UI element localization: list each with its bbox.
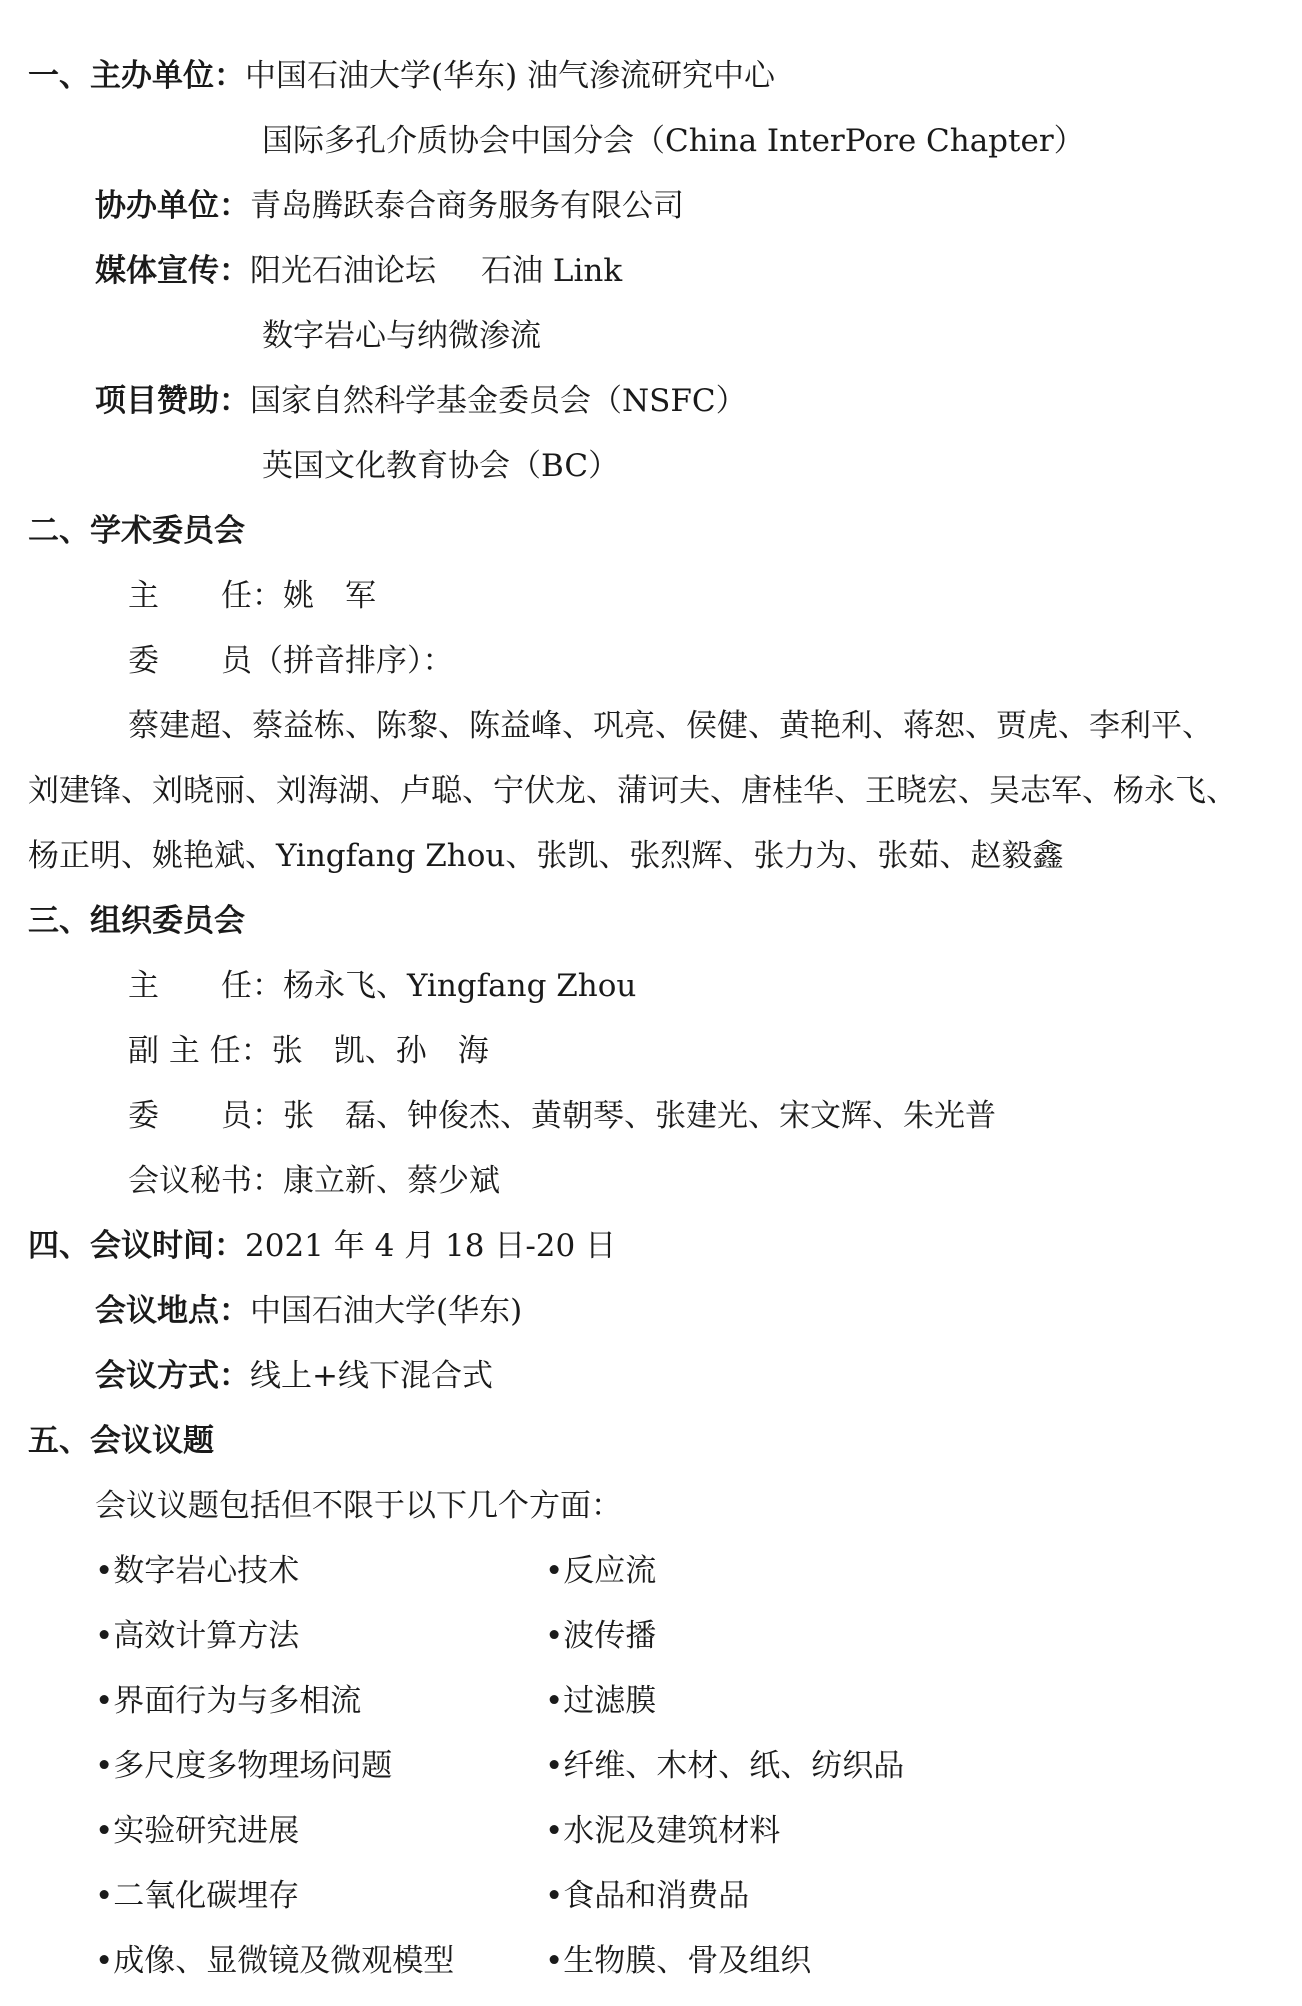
topic-item: •反应流	[545, 1553, 657, 1589]
topic-row	[0, 1551, 1302, 1616]
organizing-secretary: 会议秘书：康立新、蔡少斌	[128, 1163, 500, 1199]
topic-item: •数字岩心技术	[95, 1553, 300, 1589]
topic-item: •二氧化碳埋存	[95, 1878, 300, 1914]
topic-row	[0, 1876, 1302, 1941]
topic-item: •成像、显微镜及微观模型	[95, 1943, 455, 1979]
organizer-heading: 一、主办单位：	[28, 58, 245, 94]
academic-members-line-1	[0, 706, 1302, 771]
media-label: 媒体宣传：	[95, 253, 250, 289]
topic-item: •生物膜、骨及组织	[545, 1943, 812, 1979]
organizing-chair: 主 任：杨永飞、Yingfang Zhou	[128, 968, 637, 1004]
academic-members-label-row	[0, 641, 1302, 706]
co-organizer-value: 青岛腾跃泰合商务服务有限公司	[250, 188, 684, 224]
media-row-2	[0, 316, 1302, 381]
organizer-row	[0, 56, 1302, 121]
academic-members-text: 蔡建超、蔡益栋、陈黎、陈益峰、巩亮、侯健、黄艳利、蒋恕、贾虎、李利平、	[128, 708, 1213, 744]
meeting-place-value: 中国石油大学(华东)	[250, 1293, 523, 1329]
organizing-committee-heading: 三、组织委员会	[28, 903, 245, 939]
topic-item: •水泥及建筑材料	[545, 1813, 781, 1849]
academic-committee-heading-row	[0, 511, 1302, 576]
meeting-time-value: 2021 年 4 月 18 日-20 日	[245, 1228, 617, 1264]
academic-chair-row	[0, 576, 1302, 641]
organizing-committee-heading-row	[0, 901, 1302, 966]
sponsor-label: 项目赞助：	[95, 383, 250, 419]
topic-item: •实验研究进展	[95, 1813, 300, 1849]
meeting-time-label: 四、会议时间：	[28, 1228, 245, 1264]
topic-item: •食品和消费品	[545, 1878, 750, 1914]
topic-row	[0, 1616, 1302, 1681]
topic-row	[0, 1941, 1302, 2006]
organizer-2: 国际多孔介质协会中国分会（China InterPore Chapter）	[262, 123, 1085, 159]
topic-item: •纤维、木材、纸、纺织品	[545, 1748, 905, 1784]
organizing-secretary-row	[0, 1161, 1302, 1226]
organizer-row-2	[0, 121, 1302, 186]
organizing-members-row	[0, 1096, 1302, 1161]
meeting-mode-label: 会议方式：	[95, 1358, 250, 1394]
organizing-vice-chair: 副 主 任：张 凯、孙 海	[128, 1033, 489, 1069]
media-row	[0, 251, 1302, 316]
organizing-vice-row	[0, 1031, 1302, 1096]
meeting-place-label: 会议地点：	[95, 1293, 250, 1329]
academic-members-label: 委 员（拼音排序）：	[128, 643, 454, 679]
academic-members-text: 刘建锋、刘晓丽、刘海湖、卢聪、宁伏龙、蒲诃夫、唐桂华、王晓宏、吴志军、杨永飞、	[28, 773, 1237, 809]
media-item-3: 数字岩心与纳微渗流	[262, 318, 541, 354]
topic-item: •多尺度多物理场问题	[95, 1748, 393, 1784]
topic-item: •界面行为与多相流	[95, 1683, 362, 1719]
topics-intro: 会议议题包括但不限于以下几个方面：	[95, 1488, 622, 1524]
sponsor-row	[0, 381, 1302, 446]
topic-row	[0, 1746, 1302, 1811]
academic-members-line-2	[0, 771, 1302, 836]
topic-row	[0, 1811, 1302, 1876]
topic-item: •过滤膜	[545, 1683, 657, 1719]
sponsor-1: 国家自然科学基金委员会（NSFC）	[250, 383, 747, 419]
topics-heading-row	[0, 1421, 1302, 1486]
academic-committee-heading: 二、学术委员会	[28, 513, 245, 549]
organizer-1: 中国石油大学(华东) 油气渗流研究中心	[245, 58, 776, 94]
academic-chair: 主 任：姚 军	[128, 578, 376, 614]
organizing-chair-row	[0, 966, 1302, 1031]
meeting-mode-row	[0, 1356, 1302, 1421]
topic-item: •高效计算方法	[95, 1618, 300, 1654]
organizing-members: 委 员：张 磊、钟俊杰、黄朝琴、张建光、宋文辉、朱光普	[128, 1098, 996, 1134]
sponsor-2: 英国文化教育协会（BC）	[262, 448, 620, 484]
media-item-2: 石油 Link	[481, 253, 623, 289]
meeting-mode-value: 线上+线下混合式	[250, 1358, 493, 1394]
topic-row	[0, 1681, 1302, 1746]
topic-item: •波传播	[545, 1618, 657, 1654]
topics-intro-row	[0, 1486, 1302, 1551]
academic-members-text: 杨正明、姚艳斌、Yingfang Zhou、张凯、张烈辉、张力为、张茹、赵毅鑫	[28, 838, 1064, 874]
sponsor-row-2	[0, 446, 1302, 511]
meeting-place-row	[0, 1291, 1302, 1356]
meeting-time-row	[0, 1226, 1302, 1291]
media-item-1: 阳光石油论坛	[250, 253, 436, 289]
academic-members-line-3	[0, 836, 1302, 901]
topics-heading: 五、会议议题	[28, 1423, 214, 1459]
co-organizer-row	[0, 186, 1302, 251]
co-organizer-label: 协办单位：	[95, 188, 250, 224]
